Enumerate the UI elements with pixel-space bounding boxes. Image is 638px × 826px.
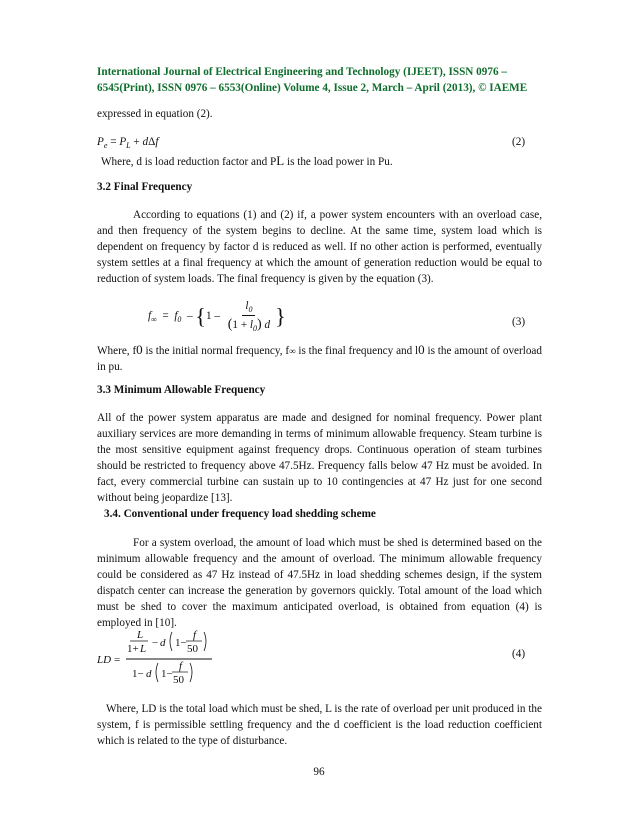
equation-4 bbox=[94, 626, 224, 692]
svg-text:−: − bbox=[152, 637, 159, 649]
journal-header bbox=[97, 64, 542, 96]
page-number: 96 bbox=[313, 766, 325, 778]
journal-header-line-2: 6545(Print), ISSN 0976 – 6553(Online) Volume 4, Issue 2, March – April (2013), © IAEME bbox=[97, 82, 528, 94]
section-3-2-heading: 3.2 Final Frequency bbox=[97, 181, 193, 193]
section-3-3-text: All of the power system apparatus are made and designed for nominal frequency. Power plant auxiliary services are more demanding in terms of minimum allowable frequency. Steam turbine is the most sensitive equipment against frequency drops. Continuous operation of steam turbines should be restricted to frequency above 47.5Hz. Frequency falls below 47 Hz must be avoided. In fact, every commercial turbine can sustain up to 10 contingencies at 47 Hz just for one second without being jeopardize [13]. bbox=[97, 412, 542, 504]
svg-text:L: L bbox=[140, 643, 147, 655]
svg-text:LD: LD bbox=[97, 654, 112, 666]
svg-text:50: 50 bbox=[173, 674, 184, 686]
svg-text:1−: 1− bbox=[161, 668, 173, 680]
equation-2-number: (2) bbox=[512, 136, 526, 148]
section-3-4-text: For a system overload, the amount of load which must be shed is determined based on the minimum allowable frequency and the amount of overload. The minimum allowable frequency could be considered as 47 Hz instead of 47.5Hz in load shedding schemes design, if the system dispatch center can increase the generation by governors quickly. Total amount of the load which must be shed to cover the maximum anticipated overload, is obtained from equation (4) is employed in [10]. bbox=[97, 537, 542, 629]
equation-2-where: Where, d is load reduction factor and PL is the load power in Pu. bbox=[101, 153, 393, 168]
section-3-2-text: According to equations (1) and (2) if, a power system encounters with an overload case, and then frequency of the system begins to decline. At the same time, system load which is dependent on frequency by factor d is reduced as well. If no other action is performed, eventually system settles at a final frequency at which the amount of generation reduction would be equal to reduction of system loads. The final frequency is given by the equation (3). bbox=[97, 209, 542, 285]
equation-3: $f_\infty = f_0 - \{1$ – $\frac{l_0}{(1 + l_0) d}$ } bbox=[148, 300, 286, 333]
svg-text:d: d bbox=[160, 637, 166, 649]
svg-text:1−: 1− bbox=[175, 637, 187, 649]
svg-text:d: d bbox=[146, 668, 152, 680]
equation-4-number: (4) bbox=[512, 648, 526, 660]
equation-4-where: Where, LD is the total load which must be shed, L is the rate of overload per unit produced in the system, f is permissible settling frequency and the d coefficient is the load reduction coefficient which is related to the type of disturbance. bbox=[97, 703, 542, 747]
journal-header-line-1: International Journal of Electrical Engineering and Technology (IJEET), ISSN 0976 – bbox=[97, 66, 507, 78]
equation-3-where: Where, f0 is the initial normal frequency, f∞ is the final frequency and l0 is the amount of overload in pu. bbox=[97, 342, 542, 373]
section-3-3-heading: 3.3 Minimum Allowable Frequency bbox=[97, 384, 266, 396]
svg-text:L: L bbox=[137, 629, 144, 641]
svg-text:50: 50 bbox=[187, 643, 198, 655]
equation-2: $P_e = P_L + d\Delta f$ bbox=[97, 136, 159, 150]
svg-text:=: = bbox=[114, 654, 121, 666]
svg-text:1+: 1+ bbox=[127, 643, 139, 655]
section-3-4-heading: 3.4. Conventional under frequency load shedding scheme bbox=[104, 508, 376, 520]
svg-text:f: f bbox=[179, 660, 183, 672]
intro-text: expressed in equation (2). bbox=[97, 108, 213, 120]
svg-text:1−: 1− bbox=[132, 668, 144, 680]
svg-text:f: f bbox=[193, 629, 197, 641]
equation-3-number: (3) bbox=[512, 316, 526, 328]
